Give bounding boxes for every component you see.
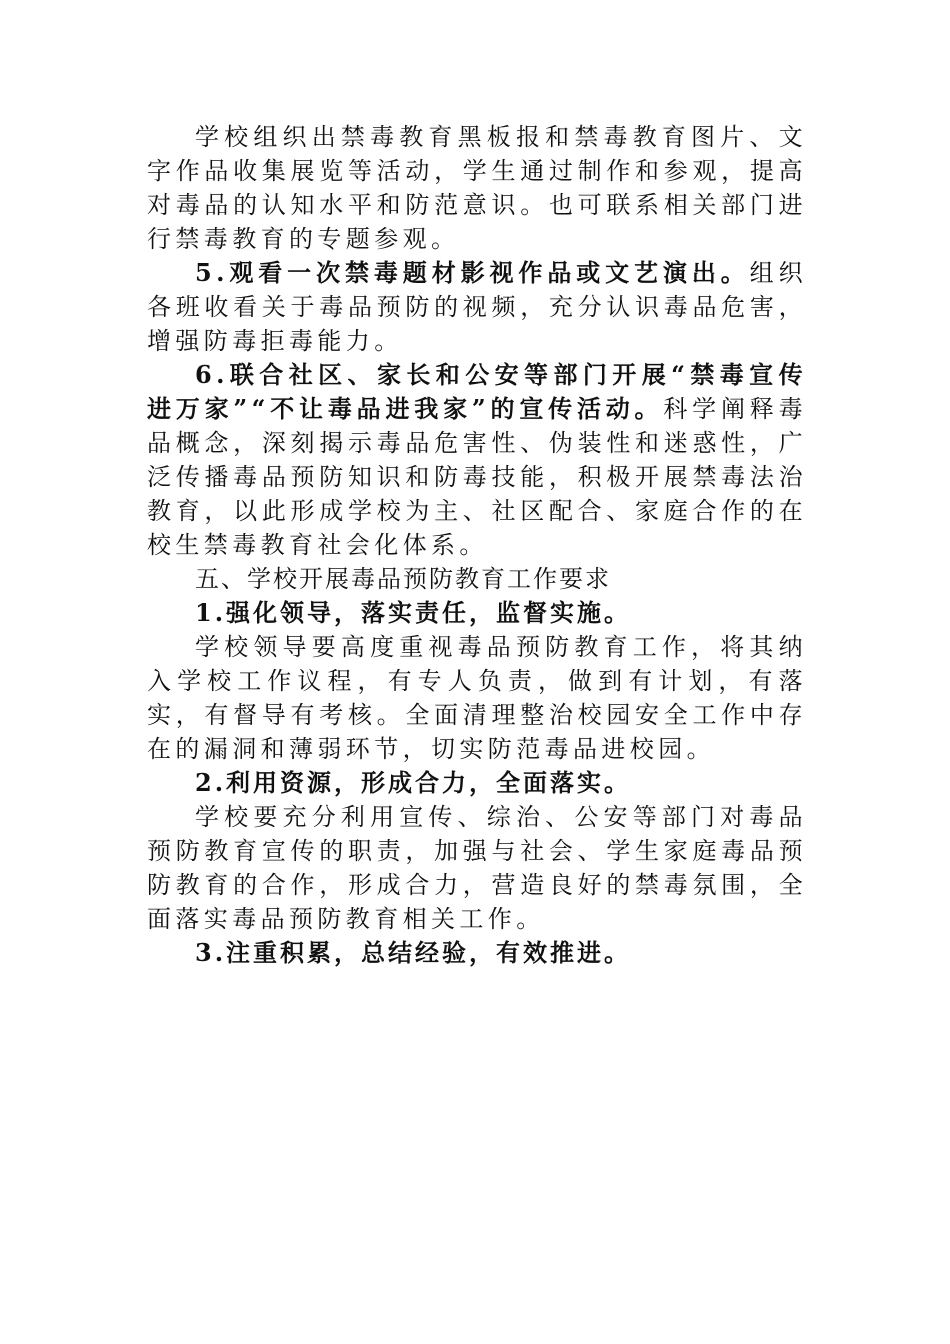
paragraph-text: 学校领导要高度重视毒品预防教育工作，将其纳入学校工作议程，有专人负责，做到有计划，有落实，有督导有考核。全面清理整治校园安全工作中存在的漏洞和薄弱环节，切实防范毒品进校园。 <box>147 633 807 763</box>
paragraph-text: 学校组织出禁毒教育黑板报和禁毒教育图片、文字作品收集展览等活动，学生通过制作和参观，提高对毒品的认知水平和防范意识。也可联系相关部门进行禁毒教育的专题参观。 <box>147 123 807 253</box>
section-five-heading <box>147 562 807 596</box>
paragraph-exhibition-activities <box>147 120 807 256</box>
requirement-3-heading <box>147 936 807 970</box>
requirement-2-heading <box>147 766 807 800</box>
requirement-2-body <box>147 800 807 936</box>
requirement-1-body <box>147 630 807 766</box>
paragraph-item-5 <box>147 256 807 358</box>
paragraph-text: 组织各班收看关于毒品预防的视频，充分认识毒品危害，增强防毒拒毒能力。 <box>147 259 807 355</box>
requirement-2-title: 2.利用资源，形成合力，全面落实。 <box>195 768 632 797</box>
requirement-1-heading <box>147 596 807 630</box>
paragraph-text: 学校要充分利用宣传、综治、公安等部门对毒品预防教育宣传的职责，加强与社会、学生家庭毒品预防教育的合作，形成合力，营造良好的禁毒氛围，全面落实毒品预防教育相关工作。 <box>147 803 807 933</box>
document-page <box>147 120 807 970</box>
paragraph-item-6 <box>147 358 807 562</box>
paragraph-text: 科学阐释毒品概念，深刻揭示毒品危害性、伪装性和迷惑性，广泛传播毒品预防知识和防毒技能，积极开展禁毒法治教育，以此形成学校为主、社区配合、家庭合作的在校生禁毒教育社会化体系。 <box>147 395 808 559</box>
section-heading-text: 五、学校开展毒品预防教育工作要求 <box>195 565 611 593</box>
item-5-heading: 5.观看一次禁毒题材影视作品或文艺演出。 <box>195 258 750 287</box>
item-6-heading: 6.联合社区、家长和公安等部门开展“禁毒宣传进万家”“不让毒品进我家”的宣传活动。 <box>147 360 807 423</box>
requirement-1-title: 1.强化领导，落实责任，监督实施。 <box>195 598 632 627</box>
requirement-3-title: 3.注重积累，总结经验，有效推进。 <box>195 938 632 967</box>
